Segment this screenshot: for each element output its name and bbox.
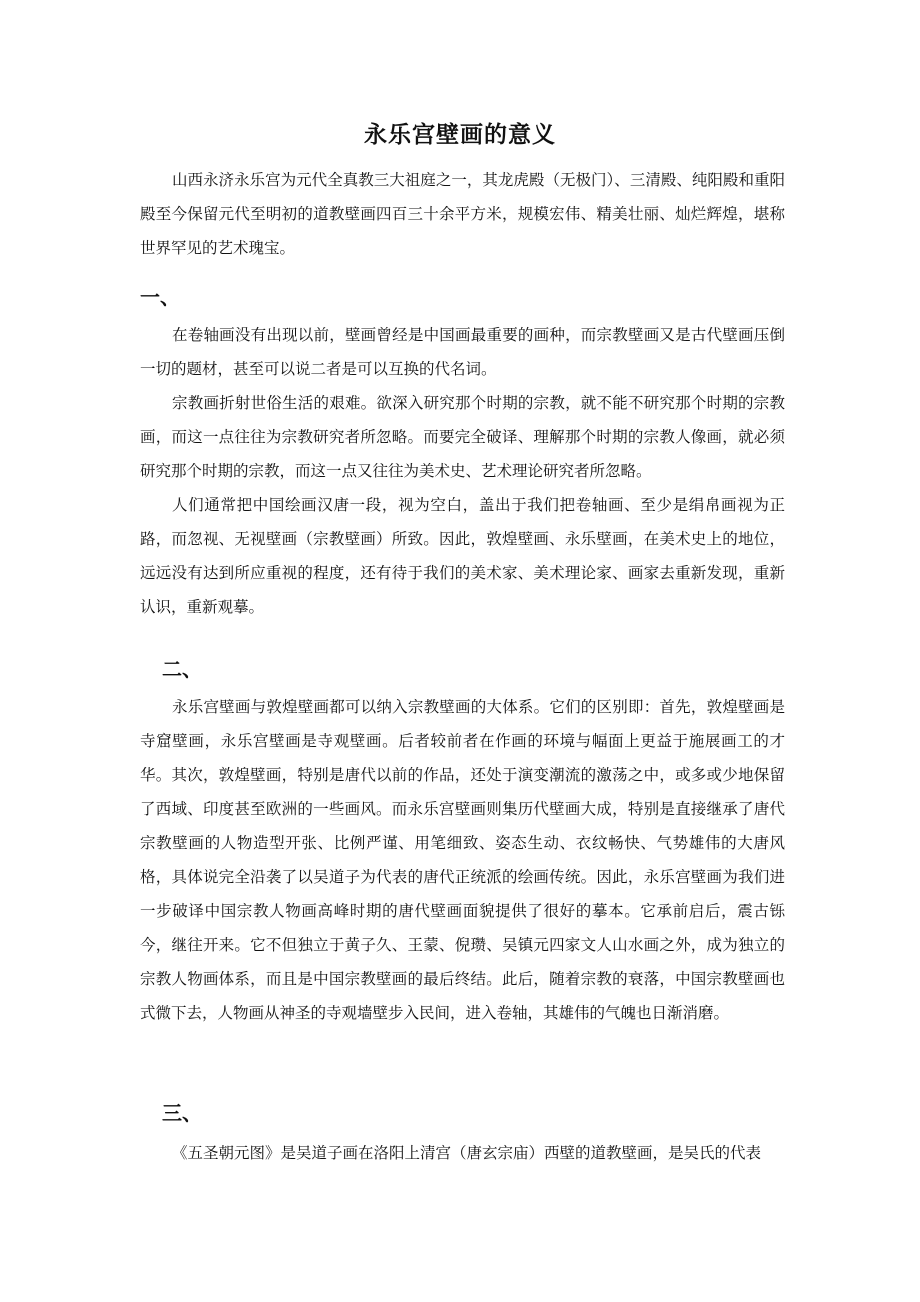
section-3-heading: 三、 bbox=[162, 1101, 202, 1125]
section-3-body bbox=[140, 1136, 785, 1170]
document-title: 永乐宫壁画的意义 bbox=[364, 121, 556, 148]
section-1-paragraph-2: 宗教画折射世俗生活的艰难。欲深入研究那个时期的宗教，就不能不研究那个时期的宗教画，而这一点往往为宗教研究者所忽略。而要完全破译、理解那个时期的宗教人像画，就必须研究那个时期的宗教，而这一点又往往为美术史、艺术理论研究者所忽略。 bbox=[140, 394, 785, 480]
intro-paragraph: 山西永济永乐宫为元代全真教三大祖庭之一，其龙虎殿（无极门）、三清殿、纯阳殿和重阳殿至今保留元代至明初的道教壁画四百三十余平方米，规模宏伟、精美壮丽、灿烂辉煌，堪称世界罕见的艺术瑰宝。 bbox=[140, 171, 785, 257]
intro-block bbox=[140, 163, 785, 265]
section-3-paragraph-1: 《五圣朝元图》是吴道子画在洛阳上清宫（唐玄宗庙）西壁的道教壁画，是吴氏的代表 bbox=[172, 1144, 762, 1162]
section-1-paragraph-3: 人们通常把中国绘画汉唐一段，视为空白，盖出于我们把卷轴画、至少是绢帛画视为正路，而忽视、无视壁画（宗教壁画）所致。因此，敦煌壁画、永乐壁画，在美术史上的地位，远远没有达到所应重视的程度，还有待于我们的美术家、美术理论家、画家去重新发现，重新认识，重新观摹。 bbox=[140, 496, 785, 616]
section-1-paragraph-1: 在卷轴画没有出现以前，壁画曾经是中国画最重要的画种，而宗教壁画又是古代壁画压倒一切的题材，甚至可以说二者是可以互换的代名词。 bbox=[140, 326, 785, 378]
section-1-heading: 一、 bbox=[140, 285, 180, 309]
section-1-body bbox=[140, 318, 785, 624]
section-2-body bbox=[140, 690, 785, 1030]
section-2-heading: 二、 bbox=[162, 657, 202, 681]
section-2-paragraph-1: 永乐宫壁画与敦煌壁画都可以纳入宗教壁画的大体系。它们的区别即：首先，敦煌壁画是寺窟壁画，永乐宫壁画是寺观壁画。后者较前者在作画的环境与幅面上更益于施展画工的才华。其次，敦煌壁画，特别是唐代以前的作品，还处于演变潮流的激荡之中，或多或少地保留了西域、印度甚至欧洲的一些画风。而永乐宫壁画则集历代壁画大成，特别是直接继承了唐代宗教壁画的人物造型开张、比例严谨、用笔细致、姿态生动、衣纹畅快、气势雄伟的大唐风格，具体说完全沿袭了以吴道子为代表的唐代正统派的绘画传统。因此，永乐宫壁画为我们进一步破译中国宗教人物画高峰时期的唐代壁画面貌提供了很好的摹本。它承前启后，震古铄今，继往开来。它不但独立于黄子久、王蒙、倪瓒、吴镇元四家文人山水画之外，成为独立的宗教人物画体系，而且是中国宗教壁画的最后终结。此后，随着宗教的衰落，中国宗教壁画也式微下去，人物画从神圣的寺观墙壁步入民间，进入卷轴，其雄伟的气魄也日渐消磨。 bbox=[140, 698, 785, 1022]
